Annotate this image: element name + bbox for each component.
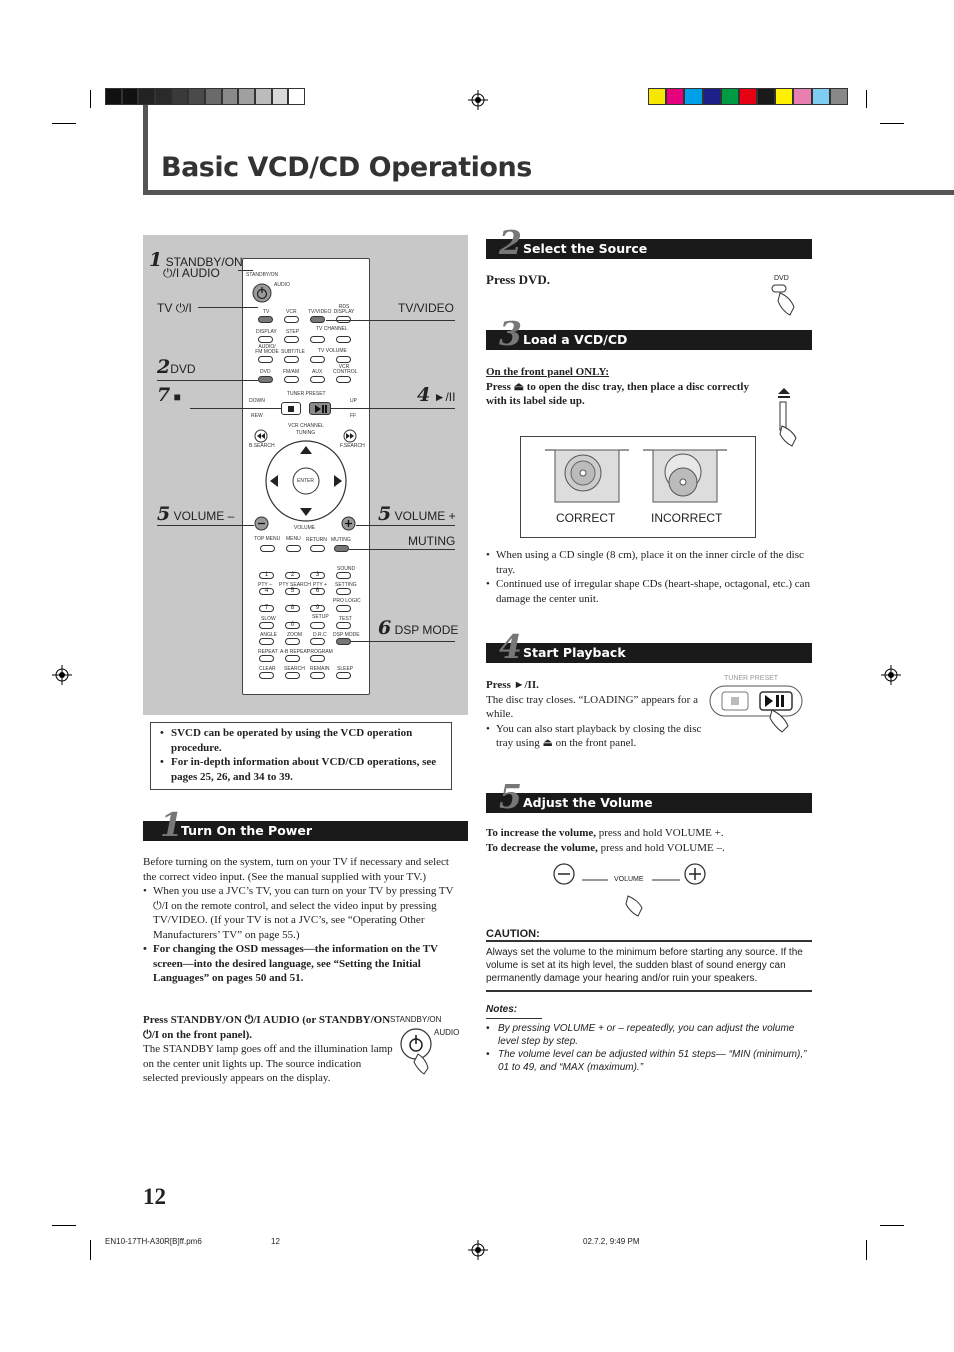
step1-bullet: • When you use a JVC’s TV, you can turn on your TV by pressing TV ⏻/I on the remote control, and select the video input by pressing TV/VIDEO. (If your TV is not a JVC’s, see “Operating Other Manufacturers’ TV” on page 55.) (143, 884, 461, 942)
caution-text: Always set the volume to the minimum before starting any source. If the volume is set at its high level, the sudden blast of sound energy can permanently damage your hearing and/or ruin your speakers. (486, 947, 803, 984)
gray-registration-bar (105, 88, 305, 105)
incorrect-disc-illustration (643, 448, 727, 504)
tvvideo-button[interactable] (310, 316, 325, 323)
callout-tvvideo: TV/VIDEO (398, 301, 455, 315)
step3-bullet: • Continued use of irregular shape CDs (heart-shape, octagonal, etc.) can damage the center unit. (486, 577, 810, 606)
step1-bullet: • For changing the OSD messages—the information on the TV screen—into the desired language, see “Setting the Initial Languages” on pages 50 and 51. (143, 942, 461, 986)
step4-number: 4 (499, 627, 522, 666)
remote-label-sleep: SLEEP (337, 666, 354, 672)
remote-label-audio: AUDIO (274, 282, 290, 288)
title-frame (143, 105, 148, 195)
registration-target-icon (52, 665, 72, 685)
remote-label-tvvideo: TV/VIDEO (308, 309, 332, 315)
remote-label-volume: VOLUME (294, 525, 316, 531)
remote-label-fsearch: F.SEARCH (340, 443, 365, 449)
illus-standby-label: STANDBY/ON (390, 1015, 442, 1024)
remote-label-clear: CLEAR (259, 666, 276, 672)
number-1-button[interactable]: 1 (259, 572, 274, 579)
registration-swatch (703, 88, 721, 105)
registration-swatch (122, 88, 139, 105)
crop-mark (880, 1225, 904, 1226)
callout-stop: 7 ■ (157, 384, 181, 406)
remote-label-vcr: VCR (286, 309, 297, 315)
step1-press: Press STANDBY/ON ⏻/I AUDIO (or STANDBY/ON ⏻/I on the front panel). (143, 1014, 391, 1041)
remote-label-standby: STANDBY/ON (246, 272, 279, 278)
remote-label-tv-channel: TV CHANNEL (316, 326, 348, 332)
remote-label-up: UP (350, 398, 357, 404)
remote-label-pty-minus: PTY – (258, 582, 272, 588)
registration-swatch (105, 88, 122, 105)
tv-volume-plus-button[interactable] (336, 356, 351, 363)
tv-channel-minus-button[interactable] (310, 336, 325, 343)
play-press-hand-icon (708, 684, 804, 734)
info-item: • For in-depth information about VCD/CD operations, see pages 25, 26, and 34 to 39. (171, 755, 443, 784)
remote-label-program: PROGRAM (307, 649, 333, 655)
registration-target-icon (468, 90, 488, 110)
notes-rule (486, 1018, 542, 1019)
remote-label-bsearch: B.SEARCH (249, 443, 275, 449)
test-button[interactable] (336, 622, 351, 629)
registration-swatch (793, 88, 811, 105)
volume-plus-button[interactable] (341, 516, 356, 531)
remote-label-ff: FF (350, 413, 357, 419)
step3-number: 3 (499, 314, 522, 353)
remote-label-setup: SETUP (312, 614, 329, 620)
fm-am-button[interactable] (284, 376, 299, 383)
note-item: • By pressing VOLUME + or – repeatedly, you can adjust the volume level step by step. (486, 1022, 812, 1048)
remote-label-pro-logic: PRO LOGIC (333, 598, 361, 604)
footer-date: 02.7.2, 9:49 PM (583, 1237, 640, 1246)
program-button[interactable] (310, 655, 325, 662)
remote-label-aux: AUX (312, 369, 323, 375)
zoom-button[interactable] (285, 638, 300, 645)
step2-press: Press DVD. (486, 272, 551, 287)
callout-line (238, 270, 253, 271)
registration-swatch (155, 88, 172, 105)
remote-label-menu: MENU (286, 536, 301, 542)
remote-label-top-menu: TOP MENU (254, 536, 281, 542)
standby-power-button[interactable] (251, 282, 273, 304)
setting-button[interactable] (336, 588, 351, 595)
angle-button[interactable] (259, 638, 274, 645)
callout-dvd: 2DVD (157, 356, 196, 378)
vcr-power-button[interactable] (284, 316, 299, 323)
step1-press-block (143, 1013, 393, 1086)
callout-line (351, 641, 455, 642)
page-title: Basic VCD/CD Operations (161, 152, 532, 183)
display-button[interactable] (258, 336, 273, 343)
caution-rule (486, 990, 812, 992)
step4-description: The disc tray closes. “LOADING” appears for a while. (486, 693, 698, 720)
registration-swatch (721, 88, 739, 105)
setup-button[interactable] (310, 622, 325, 629)
crop-mark (52, 123, 76, 124)
step4-press: Press ►/II. (486, 679, 539, 691)
callout-line (157, 380, 258, 381)
remote-label-tv: TV (263, 309, 270, 315)
callout-line (157, 525, 254, 526)
top-menu-button[interactable] (260, 545, 275, 552)
remote-label-test: TEST (339, 616, 352, 622)
registration-swatch (238, 88, 255, 105)
callout-tv: TV ⏻/I (157, 301, 192, 315)
registration-swatch (222, 88, 239, 105)
illus-tuner-preset-label: TUNER PRESET (724, 675, 779, 682)
remote-label-tuning: TUNING (296, 430, 316, 436)
illus-volume-label: VOLUME (614, 876, 644, 883)
callout-line (331, 408, 455, 409)
volume-minus-button[interactable] (254, 516, 269, 531)
remote-label-tuner-preset: TUNER PRESET (287, 391, 326, 397)
callout-line (190, 408, 281, 409)
eject-press-hand-icon (776, 384, 800, 448)
registration-swatch (684, 88, 702, 105)
registration-target-icon (468, 1240, 488, 1260)
notes-heading: Notes: (486, 1004, 518, 1015)
crop-mark (866, 90, 867, 108)
remote-label-pty-plus: PTY + (313, 582, 327, 588)
remote-label-vcr-control: VCR CONTROL (333, 364, 358, 375)
dvd-button[interactable] (258, 376, 273, 383)
callout-volume-plus: 5 VOLUME + (378, 503, 456, 525)
registration-swatch (138, 88, 155, 105)
dvd-press-hand-icon (770, 283, 800, 317)
title-underline (143, 190, 954, 195)
remote-label-dvd: DVD (260, 369, 271, 375)
sleep-button[interactable] (336, 672, 351, 679)
remote-label-audio-fm: AUDIO/ FM MODE (255, 344, 279, 355)
step1-title: Turn On the Power (181, 823, 312, 838)
eject-icon: ⏏ (513, 380, 525, 393)
step1-body (143, 855, 461, 986)
search-button[interactable] (285, 672, 300, 679)
remain-button[interactable] (310, 672, 325, 679)
sound-button[interactable] (336, 572, 351, 579)
ab-repeat-button[interactable] (285, 655, 300, 662)
stop-button[interactable] (281, 402, 301, 415)
correct-label: CORRECT (556, 511, 616, 525)
crop-mark (90, 1240, 91, 1260)
remote-label-vcr-channel: VCR CHANNEL (288, 423, 324, 429)
registration-swatch (739, 88, 757, 105)
illus-dvd-label: DVD (774, 275, 789, 282)
incorrect-label: INCORRECT (651, 511, 723, 525)
registration-swatch (830, 88, 848, 105)
callout-dsp-mode: 6 DSP MODE (378, 617, 459, 639)
remote-label-rds: RDS DISPLAY (333, 304, 355, 315)
remote-label-setting: SETTING (335, 582, 357, 588)
color-registration-bar (648, 88, 848, 105)
remote-label-ab-repeat: A-B REPEAT (280, 649, 310, 655)
registration-swatch (288, 88, 305, 105)
remote-label-rew: REW (251, 413, 263, 419)
remote-label-muting: MUTING (331, 537, 351, 543)
step2-number: 2 (499, 223, 522, 262)
power-icon: ⏻/I (175, 301, 192, 315)
step-button[interactable] (284, 336, 299, 343)
clear-button[interactable] (259, 672, 274, 679)
number-6-button[interactable]: 6 (310, 588, 325, 595)
remote-label-angle: ANGLE (260, 632, 277, 638)
step5-increase: To increase the volume, press and hold VOLUME +. (486, 827, 724, 839)
play-pause-button[interactable] (309, 402, 331, 415)
remote-label-pty-search: PTY SEARCH (279, 582, 311, 588)
crop-mark (90, 90, 91, 108)
number-3-button[interactable]: 3 (310, 572, 325, 579)
registration-swatch (205, 88, 222, 105)
slow-button[interactable] (259, 622, 274, 629)
step1-number: 1 (160, 805, 183, 844)
drc-button[interactable] (310, 638, 325, 645)
remote-label-dsp-mode: DSP MODE (333, 632, 360, 638)
remote-label-sound: SOUND (337, 566, 356, 572)
dsp-mode-button[interactable] (336, 638, 351, 645)
step1-description: The STANDBY lamp goes off and the illumination lamp on the center unit lights up. The source indication selected previously appears on the display. (143, 1043, 393, 1084)
registration-swatch (648, 88, 666, 105)
number-0-button[interactable]: 0 (285, 622, 300, 629)
remote-label-fmam: FM/AM (283, 369, 300, 375)
aux-button[interactable] (310, 376, 325, 383)
step3-title: Load a VCD/CD (523, 332, 628, 347)
remote-label-remain: REMAIN (310, 666, 330, 672)
step5-decrease: To decrease the volume, press and hold VOLUME –. (486, 841, 725, 854)
notes-list (486, 1022, 812, 1074)
remote-label-down: DOWN (249, 398, 265, 404)
number-4-button[interactable]: 4 (259, 588, 274, 595)
step1-intro: Before turning on the system, turn on your TV if necessary and select the correct video input. (See the manual supplied with your TV.) (143, 856, 449, 883)
number-5-button[interactable]: 5 (285, 588, 300, 595)
caution-rule (486, 940, 812, 942)
remote-label-repeat: REPEAT (258, 649, 278, 655)
registration-swatch (757, 88, 775, 105)
subtitle-button[interactable] (284, 356, 299, 363)
number-8-button[interactable]: 8 (285, 605, 300, 612)
number-2-button[interactable]: 2 (285, 572, 300, 579)
step3-press: Press ⏏ to open the disc tray, then place a disc correctly with its label side up. (486, 380, 749, 407)
crop-mark (866, 1240, 867, 1260)
footer-file: EN10-17TH-A30R[B]ff.pm6 (105, 1237, 202, 1246)
correct-disc-illustration (545, 448, 629, 504)
step5-body (486, 826, 810, 855)
step5-number: 5 (499, 777, 522, 816)
step3-notes (486, 548, 810, 606)
note-item: • The volume level can be adjusted within 51 steps— “MIN (minimum),” 01 to 49, and “MAX (maximum).” (486, 1048, 812, 1074)
illus-audio-label: AUDIO (434, 1028, 460, 1037)
footer-page: 12 (271, 1237, 280, 1246)
remote-label-return: RETURN (306, 537, 327, 543)
callout-audio: ⏻/I AUDIO (163, 266, 220, 280)
step4-title: Start Playback (523, 645, 626, 660)
step5-title: Adjust the Volume (523, 795, 653, 810)
callout-line (356, 525, 455, 526)
callout-line (198, 307, 258, 308)
step2-title: Select the Source (523, 241, 648, 256)
tv-channel-plus-button[interactable] (336, 336, 351, 343)
return-button[interactable] (310, 545, 325, 552)
vcr-control-button[interactable] (336, 376, 351, 383)
callout-volume-minus: 5 VOLUME – (157, 503, 235, 525)
registration-swatch (272, 88, 289, 105)
page-number: 12 (143, 1184, 166, 1209)
front-panel-only: On the front panel ONLY: (486, 366, 610, 378)
caution-heading: CAUTION: (486, 928, 540, 940)
menu-button[interactable] (286, 545, 301, 552)
pro-logic-button[interactable] (336, 605, 351, 612)
number-9-button[interactable]: 9 (310, 605, 325, 612)
crop-mark (52, 1225, 76, 1226)
registration-swatch (775, 88, 793, 105)
registration-swatch (812, 88, 830, 105)
remote-label-subtitle: SUBTITLE (281, 349, 305, 355)
enter-button-label: ENTER (297, 478, 314, 484)
remote-label-tv-volume: TV VOLUME (318, 348, 347, 354)
callout-muting: MUTING (408, 534, 456, 548)
audio-fm-mode-button[interactable] (258, 356, 273, 363)
callout-line (349, 549, 455, 550)
registration-swatch (255, 88, 272, 105)
number-7-button[interactable]: 7 (259, 605, 274, 612)
step3-instructions (486, 365, 771, 409)
registration-swatch (188, 88, 205, 105)
standby-press-hand-icon (398, 1026, 438, 1078)
tv-power-button[interactable] (258, 316, 273, 323)
remote-label-zoom: ZOOM (287, 632, 302, 638)
registration-target-icon (881, 665, 901, 685)
registration-swatch (666, 88, 684, 105)
eject-icon: ⏏ (542, 737, 553, 749)
registration-swatch (172, 88, 189, 105)
muting-button[interactable] (334, 545, 349, 552)
repeat-button[interactable] (259, 655, 274, 662)
step4-bullet: • You can also start playback by closing the disc tray using ⏏ on the front panel. (486, 722, 708, 751)
remote-label-step: STEP (286, 329, 300, 335)
tv-volume-minus-button[interactable] (310, 356, 325, 363)
step4-body (486, 678, 708, 751)
callout-line (326, 320, 455, 321)
remote-label-slow: SLOW (261, 616, 276, 622)
crop-mark (880, 123, 904, 124)
info-box (150, 722, 452, 790)
remote-label-search: SEARCH (284, 666, 305, 672)
power-icon: ⏻/I (163, 266, 180, 280)
info-item: • SVCD can be operated by using the VCD operation procedure. (171, 726, 443, 755)
remote-label-drc: D.R.C (313, 632, 327, 638)
callout-play: 4 ►/II (417, 384, 456, 406)
remote-label-display: DISPLAY (256, 329, 277, 335)
step3-bullet: • When using a CD single (8 cm), place it on the inner circle of the disc tray. (486, 548, 810, 577)
volume-buttons-illustration (552, 862, 708, 920)
callout-standby: 1 STANDBY/ON (149, 249, 243, 271)
